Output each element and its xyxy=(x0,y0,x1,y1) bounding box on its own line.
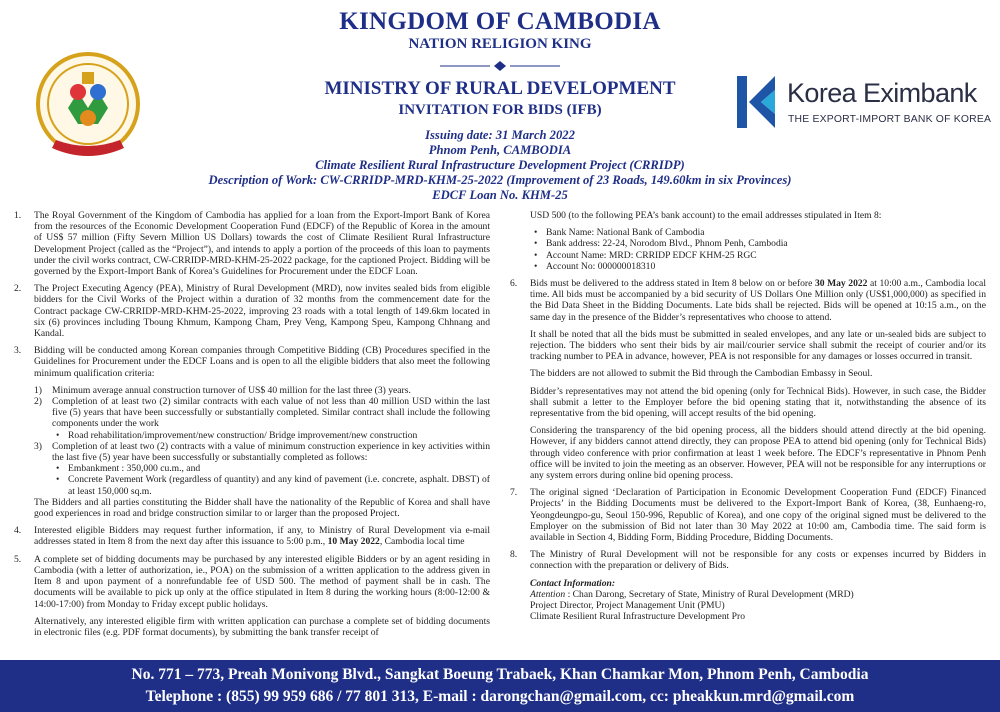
criterion-3-bullet-2: • Concrete Pavement Work (regardless of quantity) and any kind of pavement (i.e. concrete, asphalt. DBST) of at least 150,000 sq.m. xyxy=(52,474,490,496)
loan-number: EDCF Loan No. KHM-25 xyxy=(432,188,568,202)
clause-6-transparency: Considering the transparency of the bid opening process, all the bidders should attend directly at the bid opening. However, if any bidders cannot attend directly, they can propose PEA to attend bid opening (only for Technical Bids) through video conference with prior confirmation at least 1 week before. The EDCF’s representative in Phnom Penh office will be invited to join the meeting as an observer. However, PEA will not be responsible for any interruptions or any system errors during online bid opening process. xyxy=(530,425,986,482)
criterion-3: 3) Completion of at least two (2) contracts with a value of minimum construction experience in key activities within the last five (5) year have been successfully or substantially completed as follows: • Embankment : 350,000 cu.m., and • Concrete Pavement Work (regardless of quantity) and any kind of pavement (i.e. concrete, asphalt. DBST) of at least 150,000 sq.m. xyxy=(34,441,490,497)
clause-4: 4. Interested eligible Bidders may request further information, if any, to Ministry of Rural Development via e-mail addresses stated in Item 8 from the next day after this issuance to 5:00 p.m., 10 May 2022, Cambodia local time xyxy=(14,525,490,548)
clause-5-alternative: Alternatively, any interested eligible firm with written application can purchase a complete set of bidding documents in electronic files (e.g. PDF format documents), by submitting the bank transfer receipt of xyxy=(34,615,490,638)
clause-8: 8. The Ministry of Rural Development will not be responsible for any costs or expenses incurred by Bidders in connection with the preparation or delivery of Bids. xyxy=(510,549,986,572)
bank-tagline: THE EXPORT-IMPORT BANK OF KOREA xyxy=(788,114,992,125)
clause-7: 7. The original signed ‘Declaration of Participation in Economic Development Cooperation Fund (EDCF) Financed Projects’ in the Bidding Documents must be delivered to the Export-Import Bank of Korea, (38, Eunhaeng-ro, Yeongdeungpo-gu, Seoul 150-996, Republic of Korea), and one copy of the original signed must be delivered to the Employer on the submission of Bid not later than 30 May 2022 at 10:00 am, Cambodia time. The said form is available in Section 4, Bidding Form, Bidding Procedure, Bidding Documents. xyxy=(510,487,986,544)
issue-date: Issuing date: 31 March 2022 xyxy=(425,128,575,142)
clause-3: 3. Bidding will be conducted among Korean companies through Competitive Bidding (CB) Procedures specified in the Guidelines for Procurement under the EDCF Loans and is open to all the eligible bidders that also meet the following minimum qualification criteria: 1) Minimum average annual construction turnover of US$ 40 million for the last three (3) years. 2) Completion of at least two (2) similar contracts with each value of not less than 40 million USD within the last five (5) years that have been successfully or substantially completed. Similar contract shall include the following components under the work • Road rehabilitation/improvement/new construction/ Bridge improvement/new construction 3) Completion of at least two (2) contracts with a value of minimum construction experience in key activities within the last five (5) year have been successfully or substantially completed as follows: • Embankment : 350,000 cu.m., and • Concrete Pavement Work (regardless of quantity) and any kind of pavement (i.e. concrete, asphalt. DBST) of at least 150,000 sq.m. The Bidders and all parties constituting the Bidder shall have the nationality of the Republic of Korea and shall have good experiences in road and bridge construction similar to or larger than the proposed Project. xyxy=(14,345,490,519)
clause-6-embassy: The bidders are not allowed to submit the Bid through the Cambodian Embassy in Seoul. xyxy=(530,368,873,380)
contact-attention: : Chan Darong, Secretary of State, Ministry of Rural Development (MRD) xyxy=(565,588,854,600)
criterion-1: 1) Minimum average annual construction turnover of US$ 40 million for the last three (3) years. xyxy=(34,384,411,396)
ministry-title: MINISTRY OF RURAL DEVELOPMENT xyxy=(324,78,676,99)
right-column xyxy=(510,210,986,623)
footer-address: No. 771 – 773, Preah Monivong Blvd., Sangkat Boeung Trabaek, Khan Chamkar Mon, Phnom Penh, Cambodia xyxy=(131,666,869,683)
contact-project: Climate Resilient Rural Infrastructure Development Pro xyxy=(530,611,746,623)
clause-6-sealed: It shall be noted that all the bids must be submitted in sealed envelopes, and any late or un-sealed bids are subject to rejection. The bidders who sent their bids by air mail/courier service shall submit the receipt of courier and/or its tracking number to PEA in advance, however, PEA is not responsible for any damages or losses occurred in transit. xyxy=(530,328,986,363)
left-column xyxy=(14,210,490,644)
project-name: Climate Resilient Rural Infrastructure Development Project (CRRIDP) xyxy=(315,158,685,172)
clause-1: 1. The Royal Government of the Kingdom of Cambodia has applied for a loan from the Export-Import Bank of Korea from the resources of the Economic Development Cooperation Fund (EDCF) of the Republic of Korea in the amount of US$ 57 million (Fifty Severn Million US Dollars) towards the cost of Climate Resilient Rural Infrastructure Development Project (called as the “Project”), and intends to apply a portion of the proceeds of this loan to payments under the civil works contract, CW-CRRIDP-MRD-KHM-25-2022 package, for the captioned Project. Bidding will be governed by the Export-Import Bank of Korea’s Guidelines for Procurement under the EDCF Loan. xyxy=(14,210,490,278)
issue-place: Phnom Penh, CAMBODIA xyxy=(428,143,572,157)
korea-eximbank-k-icon xyxy=(735,74,779,130)
ifb-title: INVITATION FOR BIDS (IFB) xyxy=(398,102,602,118)
bank-name-line: • Bank Name: National Bank of Cambodia xyxy=(530,227,986,238)
document-header xyxy=(0,0,1000,208)
account-name-line: • Account Name: MRD: CRRIDP EDCF KHM-25 RGC xyxy=(530,250,986,261)
contact-title: Contact Information: xyxy=(530,577,616,589)
motto: NATION RELIGION KING xyxy=(408,36,592,52)
contact-information: Contact Information: Attention : Chan Darong, Secretary of State, Ministry of Rural Development (MRD) Project Director, Project Management Unit (PMU) Climate Resilient Rural Infrastructure Development Pro xyxy=(510,578,986,623)
criterion-2-bullet: • Road rehabilitation/improvement/new construction/ Bridge improvement/new construction xyxy=(52,430,490,441)
ornament-divider-icon xyxy=(440,60,560,72)
footer-band xyxy=(0,660,1000,712)
korea-eximbank-logo xyxy=(735,72,992,136)
account-number-line: • Account No: 000000018310 xyxy=(530,261,986,272)
clause-5: 5. A complete set of bidding documents may be purchased by any interested eligible Bidders or by an agent residing in Cambodia (with a letter of authorization, ie., POA) on the submission of a written application to the address given in Item 8 and upon payment of a nonrefundable fee of USD 500. The method of payment shall be in cash. The documents will be available to pick up only at the office stipulated in Item 8 during the working hours (8:00-12:00 & 14:00-17:00) from Monday to Friday except public holidays. Alternatively, any interested eligible firm with written application can purchase a complete set of bidding documents in electronic files (e.g. PDF format documents), by submitting the bank transfer receipt of xyxy=(14,553,490,638)
clause-2: 2. The Project Executing Agency (PEA), Ministry of Rural Development (MRD), now invites sealed bids from eligible bidders for the Civil Works of the Project within a duration of 32 months from the commencement date for the Contract package CW-CRRIDP-MRD-KHM-25-2022, improving 23 roads with a total length of 149.6km located in six (6) provinces including Tboung Khmum, Kampong Cham, Prey Veng, Kampong Speu, Kampong Chhnang and Kandal. xyxy=(14,283,490,340)
kingdom-title: KINGDOM OF CAMBODIA xyxy=(339,8,661,35)
bank-details xyxy=(510,227,986,272)
contact-role: Project Director, Project Management Unit (PMU) xyxy=(530,600,725,612)
criterion-2: 2) Completion of at least two (2) similar contracts with each value of not less than 40 million USD within the last five (5) years that have been successfully or substantially completed. Similar contract shall include the following components under the work • Road rehabilitation/improvement/new construction/ Bridge improvement/new construction xyxy=(34,396,490,441)
clause-5-continued: USD 500 (to the following PEA’s bank account) to the email addresses stipulated in Item 8: xyxy=(530,210,882,221)
bank-name: Korea Eximbank xyxy=(787,78,977,108)
bank-address-line: • Bank address: 22-24, Norodom Blvd., Phnom Penh, Cambodia xyxy=(530,238,986,249)
footer-contact: Telephone : (855) 99 959 686 / 77 801 313, E-mail : darongchan@gmail.com, cc: pheakkun.mrd@gmail.com xyxy=(145,688,855,705)
clause-6: 6. Bids must be delivered to the address stated in Item 8 below on or before 30 May 2022 at 10:00 a.m., Cambodia local time. All bids must be accompanied by a bid security of US Dollars One Million only (US$1,000,000) as specified in the Bid Data Sheet in the Bidding Documents. Late bids shall be rejected. Bids will be opened at 10:15 a.m., on the same day in the presence of the Bidder’s representatives who choose to attend. It shall be noted that all the bids must be submitted in sealed envelopes, and any late or un-sealed bids are subject to rejection. The bidders who sent their bids by air mail/courier service shall submit the receipt of courier and/or its tracking number to PEA in advance, however, PEA is not responsible for any damages or losses occurred in transit. The bidders are not allowed to submit the Bid through the Cambodian Embassy in Seoul. Bidder’s representatives may not attend the bid opening (only for Technical Bids). However, in such case, the Bidder shall submit a letter to the Employer before the bid opening stating that it, notwithstanding the absence of its representative from the bid opening, will accept results of the bid opening. Considering the transparency of the bid opening process, all the bidders should attend directly at the bid opening. However, if any bidders cannot attend directly, they can propose PEA to attend bid opening (only for Technical Bids) through video conference with prior confirmation at least 1 week before. The EDCF’s representative in Phnom Penh office will be invited to join the meeting as an observer. However, PEA will not be responsible for any interruptions or any system errors during online bid opening process. xyxy=(510,278,986,482)
work-description: Description of Work: CW-CRRIDP-MRD-KHM-25-2022 (Improvement of 23 Roads, 149.60km in six Provinces) xyxy=(208,173,792,187)
clause-3-tail: The Bidders and all parties constituting the Bidder shall have the nationality of the Republic of Korea and shall have good experiences in road and bridge construction similar to or larger than the proposed Project. xyxy=(34,496,490,520)
criterion-3-bullet-1: • Embankment : 350,000 cu.m., and xyxy=(52,463,490,474)
clause-6-representatives: Bidder’s representatives may not attend the bid opening (only for Technical Bids). However, in such case, the Bidder shall submit a letter to the Employer before the bid opening stating that it, notwithstanding the absence of its representative from the bid opening, will accept results of the bid opening. xyxy=(530,385,986,420)
